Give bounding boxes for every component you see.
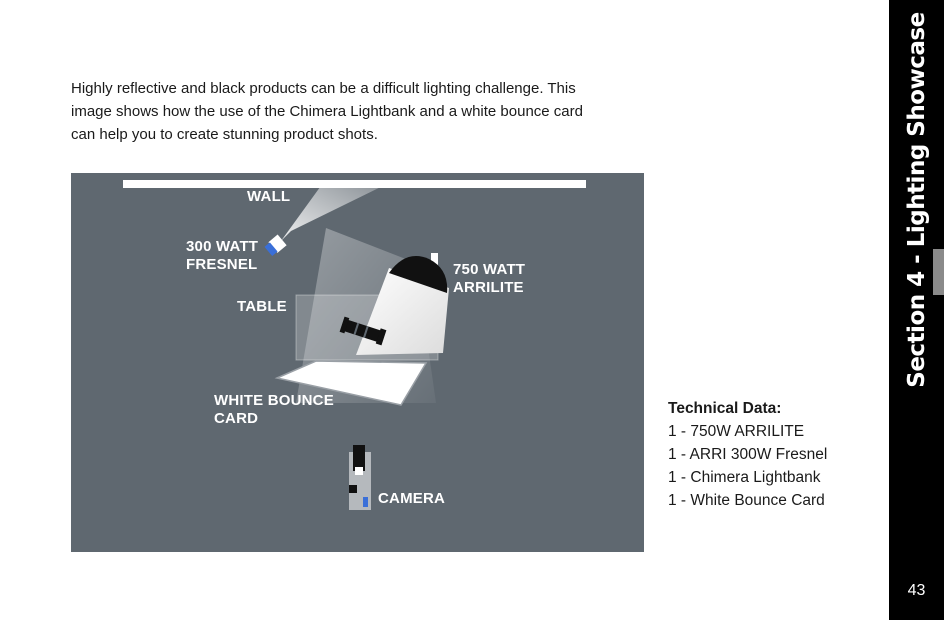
technical-data [668, 397, 827, 512]
camera-label: CAMERA [378, 490, 446, 507]
technical-data-title: Technical Data: [668, 400, 782, 417]
fresnel-label-line-1: 300 WATT [186, 238, 259, 255]
intro-line-2: image shows how the use of the Chimera Lightbank and a white bounce card [71, 103, 583, 120]
wall-label: WALL [247, 188, 291, 205]
bounce-card-label-line-1: WHITE BOUNCE [214, 392, 334, 409]
camera-icon [349, 445, 371, 510]
page-number: 43 [907, 582, 926, 599]
intro-paragraph [71, 77, 651, 146]
intro-line-3: can help you to create stunning product shots. [71, 126, 378, 143]
table-label: TABLE [237, 298, 287, 315]
section-tab-marker [933, 249, 944, 295]
technical-item: 1 - White Bounce Card [668, 492, 825, 509]
technical-item: 1 - Chimera Lightbank [668, 469, 821, 486]
lighting-diagram-graphic [71, 173, 644, 552]
bounce-card-label-line-2: CARD [214, 410, 259, 427]
technical-item: 1 - ARRI 300W Fresnel [668, 446, 828, 463]
arrilite-label [453, 261, 525, 297]
arrilite-label-line-1: 750 WATT [453, 261, 526, 278]
fresnel-label [186, 238, 258, 274]
intro-line-1: Highly reflective and black products can be a difficult lighting challenge. This [71, 80, 576, 97]
arrilite-label-line-2: ARRILITE [453, 279, 524, 296]
lighting-diagram [71, 173, 644, 552]
technical-item: 1 - 750W ARRILITE [668, 423, 805, 440]
section-title: Section 4 - Lighting Showcase [904, 12, 930, 388]
fresnel-light [264, 234, 287, 256]
bounce-card-label [214, 392, 334, 428]
fresnel-label-line-2: FRESNEL [186, 256, 258, 273]
